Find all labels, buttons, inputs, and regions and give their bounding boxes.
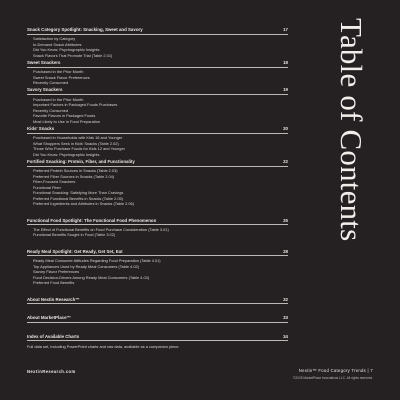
toc-entry-page: 28 — [283, 248, 288, 254]
copyright-text: ©2025 MarketPlace Innovations LLC. All rights reserved. — [293, 376, 373, 380]
toc-subitem: Important Factors in Packaged Foods Purchases — [33, 102, 118, 108]
toc-subitem: In-Demand Snack Attributes — [33, 41, 82, 47]
toc-entry-title: Ready Meal Spotlight: Get Ready, Get Set, Eat — [27, 248, 123, 254]
toc-section — [27, 159, 288, 207]
toc-subitem: Recently Consumed — [33, 80, 69, 86]
toc-entry-page: 19 — [283, 87, 288, 93]
toc-section — [27, 126, 288, 157]
toc-entry-page: 22 — [283, 158, 288, 164]
toc-entry-page: 20 — [283, 125, 288, 131]
toc-entry[interactable] — [27, 297, 288, 305]
toc-entry-title: Fortified Snacking: Protein, Fiber, and Functionality — [27, 158, 135, 164]
toc-subitem: Functional Fiber — [33, 184, 61, 190]
toc-subitem: Preferred Ingredients and Attributes in Snacks (Table 2.06) — [33, 201, 134, 207]
toc-subitem: Did You Know: Psychographic Insights — [33, 47, 100, 53]
toc-subitem: What Shoppers Seek in Kids' Snacks (Table 2.02) — [33, 140, 119, 146]
toc-subitem: Functional Benefits Sought in Food (Table 3.02) — [33, 232, 116, 238]
toc-entry[interactable] — [27, 27, 288, 35]
toc-subitem: Purchased in the Prior Month — [33, 96, 84, 102]
toc-entry-title: About Nextin Research™ — [27, 296, 80, 302]
toc-entry[interactable] — [27, 334, 288, 342]
toc-entry-title: Snack Category Spotlight: Snacking, Sweet and Savory — [27, 27, 143, 32]
toc-subitems — [27, 134, 288, 158]
toc-entry-page: 32 — [283, 296, 288, 302]
toc-section — [27, 249, 288, 286]
toc-subitems — [27, 68, 288, 86]
index-note: Full data set, including PowerPoint charts and raw data, available as a companion piece. — [27, 343, 180, 349]
toc-entry-page: 33 — [283, 315, 288, 321]
toc-entry[interactable] — [27, 315, 288, 323]
toc-subitem: Purchased in the Prior Month — [33, 69, 84, 75]
toc-entry-page: 18 — [283, 59, 288, 65]
toc-subitem: Preferred Protein Sources in Snacks (Table 2.03) — [33, 168, 118, 174]
toc-section — [27, 218, 288, 238]
toc-subitems — [27, 256, 288, 285]
toc-subitem: Savory Flavor Preferences — [33, 269, 80, 274]
toc-subitem: Ready Meal Consumer Attitudes Regarding Food Preparation (Table 4.01) — [33, 258, 161, 263]
toc-subitem: Snack Flavors That Promote Trial (Table 2.01) — [33, 52, 113, 58]
toc-subitem: Satisfaction by Category — [33, 36, 76, 42]
page-title: Table of Contents — [334, 18, 369, 242]
toc-entry-title: About MarketPlace™ — [27, 315, 71, 321]
toc-subitem: Top Appliances Used by Ready Meal Consumers (Table 4.02) — [33, 263, 139, 269]
toc-entry-page: 17 — [283, 27, 288, 32]
toc-entry-title: Kids' Snacks — [27, 125, 55, 131]
toc-entry[interactable] — [27, 218, 288, 226]
toc-entry[interactable] — [27, 87, 288, 95]
toc-subitem: Most Likely to Use in Food Preparation — [33, 118, 101, 124]
toc-entry[interactable] — [27, 60, 288, 68]
toc-subitem: Food Decision-Drivers Among Ready Meal Consumers (Table 4.03) — [33, 274, 150, 280]
toc-subitem: Recently Consumed — [33, 107, 69, 113]
table-of-contents — [27, 27, 288, 349]
toc-entry-title: Savory Snackers — [27, 87, 63, 93]
toc-subitem: Purchased in Households with Kids 18 and Younger — [33, 135, 123, 141]
toc-entry-title: Functional Food Spotlight: The Functional Food Phenomenon — [27, 217, 157, 223]
toc-entry-title: Sweet Snackers — [27, 59, 61, 65]
page-footer — [293, 368, 373, 380]
toc-section — [27, 27, 288, 58]
toc-entry[interactable] — [27, 126, 288, 134]
toc-entry[interactable] — [27, 159, 288, 167]
toc-subitem: The Effect of Functional Benefits on Food Purchase Consideration (Table 3.01) — [33, 226, 169, 232]
toc-subitem: Functional Snacking: Satisfying More Than Cravings — [33, 190, 124, 196]
toc-subitem: Did You Know: Psychographic Insights — [33, 151, 100, 157]
toc-entry[interactable] — [27, 249, 288, 257]
toc-subitem: Preferred Food Benefits — [33, 280, 75, 285]
toc-subitem: Preferred Functional Benefits in Snacks (Table 2.05) — [33, 195, 123, 201]
toc-subitems — [27, 35, 288, 59]
toc-subitem: Sweet Snack Flavor Preferences — [33, 74, 90, 80]
toc-subitem: Those Who Purchase Foods for Kids 12 and Younger — [33, 146, 125, 152]
website-link[interactable]: NextinResearch.com — [27, 369, 76, 374]
toc-section — [27, 60, 288, 86]
toc-subitems — [27, 167, 288, 207]
toc-entry-page: 34 — [283, 333, 288, 339]
toc-subitems — [27, 95, 288, 124]
toc-subitem: Favorite Flavors in Packaged Foods — [33, 113, 96, 119]
toc-entry-page: 25 — [283, 217, 288, 223]
toc-subitem: Preferred Fiber Sources in Snacks (Table 2.04) — [33, 173, 115, 179]
toc-entry-title: Index of Available Charts — [27, 333, 80, 339]
toc-section — [27, 87, 288, 124]
toc-subitem: Fiber-Focused Snackers — [33, 179, 76, 185]
report-page-label: Nextin™ Food Category Trends | 7 — [298, 368, 373, 373]
toc-subitems — [27, 225, 288, 238]
